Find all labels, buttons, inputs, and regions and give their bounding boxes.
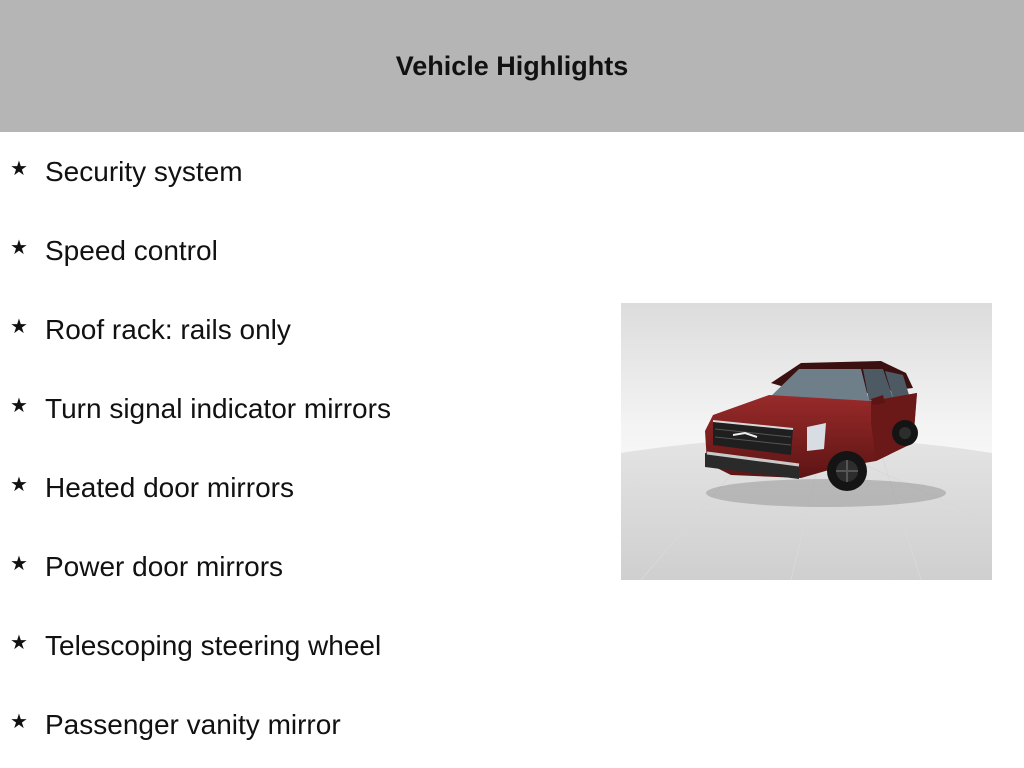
- list-item: [10, 547, 283, 587]
- star-icon: ★: [10, 395, 28, 417]
- star-icon: ★: [10, 632, 28, 654]
- feature-label: Speed control: [45, 235, 218, 266]
- list-item: [10, 705, 341, 745]
- list-item: [10, 468, 294, 508]
- list-item: [10, 231, 218, 271]
- feature-label: Security system: [45, 156, 243, 187]
- feature-label: Passenger vanity mirror: [45, 709, 341, 740]
- list-item: [10, 626, 381, 666]
- feature-label: Telescoping steering wheel: [45, 630, 382, 661]
- list-item: [10, 389, 391, 429]
- feature-label: Heated door mirrors: [45, 472, 294, 503]
- star-icon: ★: [10, 711, 28, 733]
- list-item: [10, 310, 291, 350]
- list-item: [10, 152, 243, 192]
- star-icon: ★: [10, 316, 28, 338]
- feature-label: Power door mirrors: [45, 551, 284, 582]
- feature-label: Turn signal indicator mirrors: [45, 393, 391, 424]
- page-title: Vehicle Highlights: [395, 50, 629, 81]
- vehicle-photo: [621, 303, 992, 580]
- feature-label: Roof rack: rails only: [45, 314, 291, 345]
- star-icon: ★: [10, 553, 28, 575]
- header-bar: [0, 0, 1024, 132]
- star-icon: ★: [10, 237, 28, 259]
- star-icon: ★: [10, 158, 28, 180]
- vehicle-illustration: [621, 303, 992, 580]
- star-icon: ★: [10, 474, 28, 496]
